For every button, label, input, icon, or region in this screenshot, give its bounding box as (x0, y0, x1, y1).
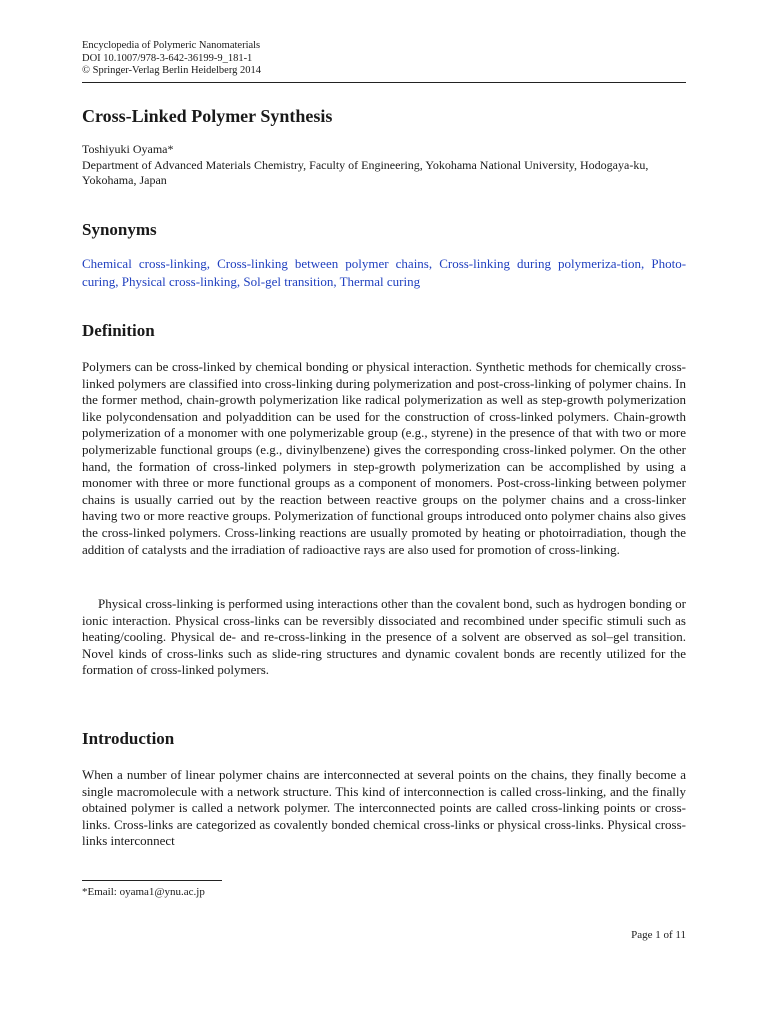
author-affiliation: Department of Advanced Materials Chemistry, Faculty of Engineering, Yokohama National University, Hodogaya-ku, Yokohama, Japan (82, 157, 649, 187)
definition-paragraph-2: Physical cross-linking is performed using interactions other than the covalent bond, such as hydrogen bonding or ionic interaction. Physical cross-links can be reversibly dissociated and recombined under specific stimuli such as heating/cooling. Physical de- and re-cross-linking in the presence of a solvent are observed as sol–gel transition. Novel kinds of cross-links such as slide-ring structures and dynamic covalent bonds are recently utilized for the formation of cross-linked polymers. (82, 596, 686, 678)
header-divider (82, 82, 686, 83)
footnote-divider (82, 880, 222, 881)
synonyms-heading: Synonyms (82, 220, 157, 239)
synonym-link[interactable]: Chemical cross-linking (82, 256, 207, 271)
synonym-link[interactable]: Sol-gel transition (243, 274, 334, 289)
definition-heading: Definition (82, 321, 155, 340)
synonyms-list: Chemical cross-linking, Cross-linking between polymer chains, Cross-linking during polymeriza-tion, Photo-curing, Physical cross-linking, Sol-gel transition, Thermal curing (82, 256, 687, 289)
introduction-heading: Introduction (82, 729, 175, 748)
author-block (82, 142, 686, 189)
definition-paragraph-1: Polymers can be cross-linked by chemical bonding or physical interaction. Synthetic methods for chemically cross-linked polymers are classified into cross-linking during polymerization and post-cross-linking of polymer chains. In the former method, chain-growth polymerization like radical polymerization as well as step-growth polymerization like polycondensation and polyaddition can be used for the construction of cross-linked polymers. Chain-growth polymerization of a monomer with one polymerizable group (e.g., styrene) in the presence of that with two or more polymerizable functional groups (e.g., divinylbenzene) gives the corresponding cross-linked polymer. On the other hand, the formation of cross-linked polymers in step-growth polymerization can be accomplished by using a monomer with three or more functional groups as a component of monomers. Post-cross-linking between polymer chains is usually carried out by the reaction between reactive groups on the polymer chains and a cross-linker having two or more reactive groups. Polymerization of functional groups introduced onto polymer chains also gives the cross-linked polymers. Cross-linking reactions are usually promoted by heating or photoirradiation, though the addition of catalysts and the irradiation of radioactive rays are also used for promotion of cross-linking. (82, 359, 686, 557)
synonym-link[interactable]: Cross-linking during polymeriza-tion (439, 256, 642, 271)
synonym-link[interactable]: Photo-curing (82, 256, 687, 289)
document-page (82, 0, 686, 1024)
journal-name: Encyclopedia of Polymeric Nanomaterials (82, 40, 261, 51)
copyright: © Springer-Verlag Berlin Heidelberg 2014 (82, 65, 262, 76)
doi: DOI 10.1007/978-3-642-36199-9_181-1 (82, 52, 253, 64)
page-number: Page 1 of 11 (631, 929, 686, 941)
synonym-link[interactable]: Physical cross-linking (121, 274, 237, 289)
synonym-link[interactable]: Cross-linking between polymer chains (217, 256, 429, 271)
page-title: Cross-Linked Polymer Synthesis (82, 106, 333, 126)
running-header (82, 40, 261, 78)
footnote-email: *Email: oyama1@ynu.ac.jp (82, 886, 205, 898)
introduction-paragraph-1: When a number of linear polymer chains are interconnected at several points on the chains, they finally become a single macromolecule with a network structure. This kind of interconnection is called cross-linking, and the finally obtained polymer is called a network polymer. The interconnected points are called cross-linking points or cross-links. Cross-links are categorized as covalently bonded chemical cross-links or physical cross-links. Physical cross-links interconnect (82, 767, 686, 849)
synonym-link[interactable]: Thermal curing (339, 274, 421, 289)
author-name: Toshiyuki Oyama* (82, 142, 174, 156)
